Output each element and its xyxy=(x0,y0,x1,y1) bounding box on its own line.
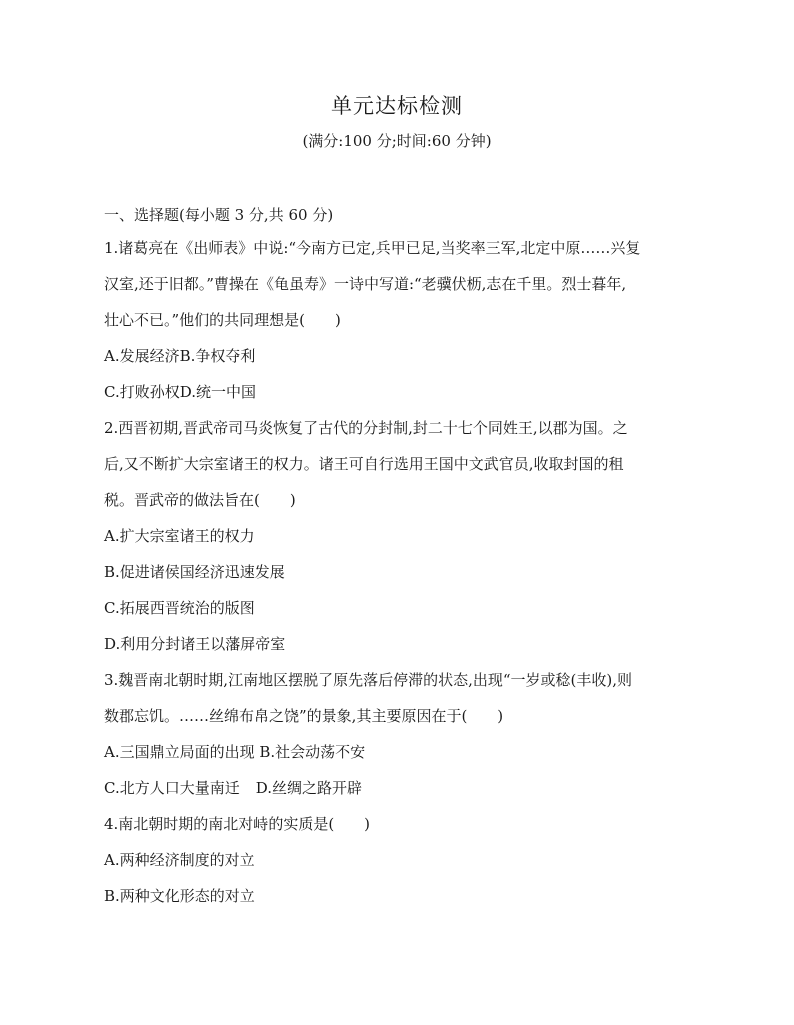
question-3-option: D.丝绸之路开辟 xyxy=(255,779,362,797)
question-4-option: B.两种文化形态的对立 xyxy=(104,887,255,905)
question-line: 税。晋武帝的做法旨在( ) xyxy=(104,491,296,509)
question-1-option: C.打败孙权D.统一中国 xyxy=(104,383,256,401)
question-2-option: C.拓展西晋统治的版图 xyxy=(104,599,255,617)
question-3-option: C.北方人口大量南迁 xyxy=(104,779,240,797)
section-title: 一、选择题(每小题 3 分,共 60 分) xyxy=(104,206,334,224)
question-line: 汉室,还于旧都。”曹操在《龟虽寿》一诗中写道:“老骥伏枥,志在千里。烈士暮年, xyxy=(104,275,627,293)
question-line: 1.诸葛亮在《出师表》中说:“今南方已定,兵甲已足,当奖率三军,北定中原……兴复 xyxy=(104,239,641,257)
question-2-option: B.促进诸侯国经济迅速发展 xyxy=(104,563,285,581)
question-line: 4.南北朝时期的南北对峙的实质是( ) xyxy=(104,815,371,833)
question-3-stem xyxy=(104,671,689,726)
question-3-option-row xyxy=(104,779,689,798)
question-line: 壮心不已。”他们的共同理想是( ) xyxy=(104,311,341,329)
question-2-option: D.利用分封诸王以藩屏帝室 xyxy=(104,635,286,653)
question-line: 数郡忘饥。……丝绵布帛之饶”的景象,其主要原因在于( ) xyxy=(104,707,504,725)
question-4-stem xyxy=(104,815,689,834)
question-line: 后,又不断扩大宗室诸王的权力。诸王可自行选用王国中文武官员,收取封国的租 xyxy=(104,455,624,473)
question-4-option: A.两种经济制度的对立 xyxy=(104,851,255,869)
document-subtitle: (满分:100 分;时间:60 分钟) xyxy=(302,132,492,150)
question-1-option: A.发展经济B.争权夺利 xyxy=(104,347,256,365)
document-title: 单元达标检测 xyxy=(331,94,463,118)
question-line: 2.西晋初期,晋武帝司马炎恢复了古代的分封制,封二十七个同姓王,以郡为国。之 xyxy=(104,419,628,437)
document-content xyxy=(104,200,689,923)
question-2-option: A.扩大宗室诸王的权力 xyxy=(104,527,255,545)
question-line: 3.魏晋南北朝时期,江南地区摆脱了原先落后停滞的状态,出现“一岁或稔(丰收),则 xyxy=(104,671,632,689)
question-2-stem xyxy=(104,419,689,510)
question-1-stem xyxy=(104,239,689,330)
question-3-option: A.三国鼎立局面的出现 B.社会动荡不安 xyxy=(104,743,366,761)
